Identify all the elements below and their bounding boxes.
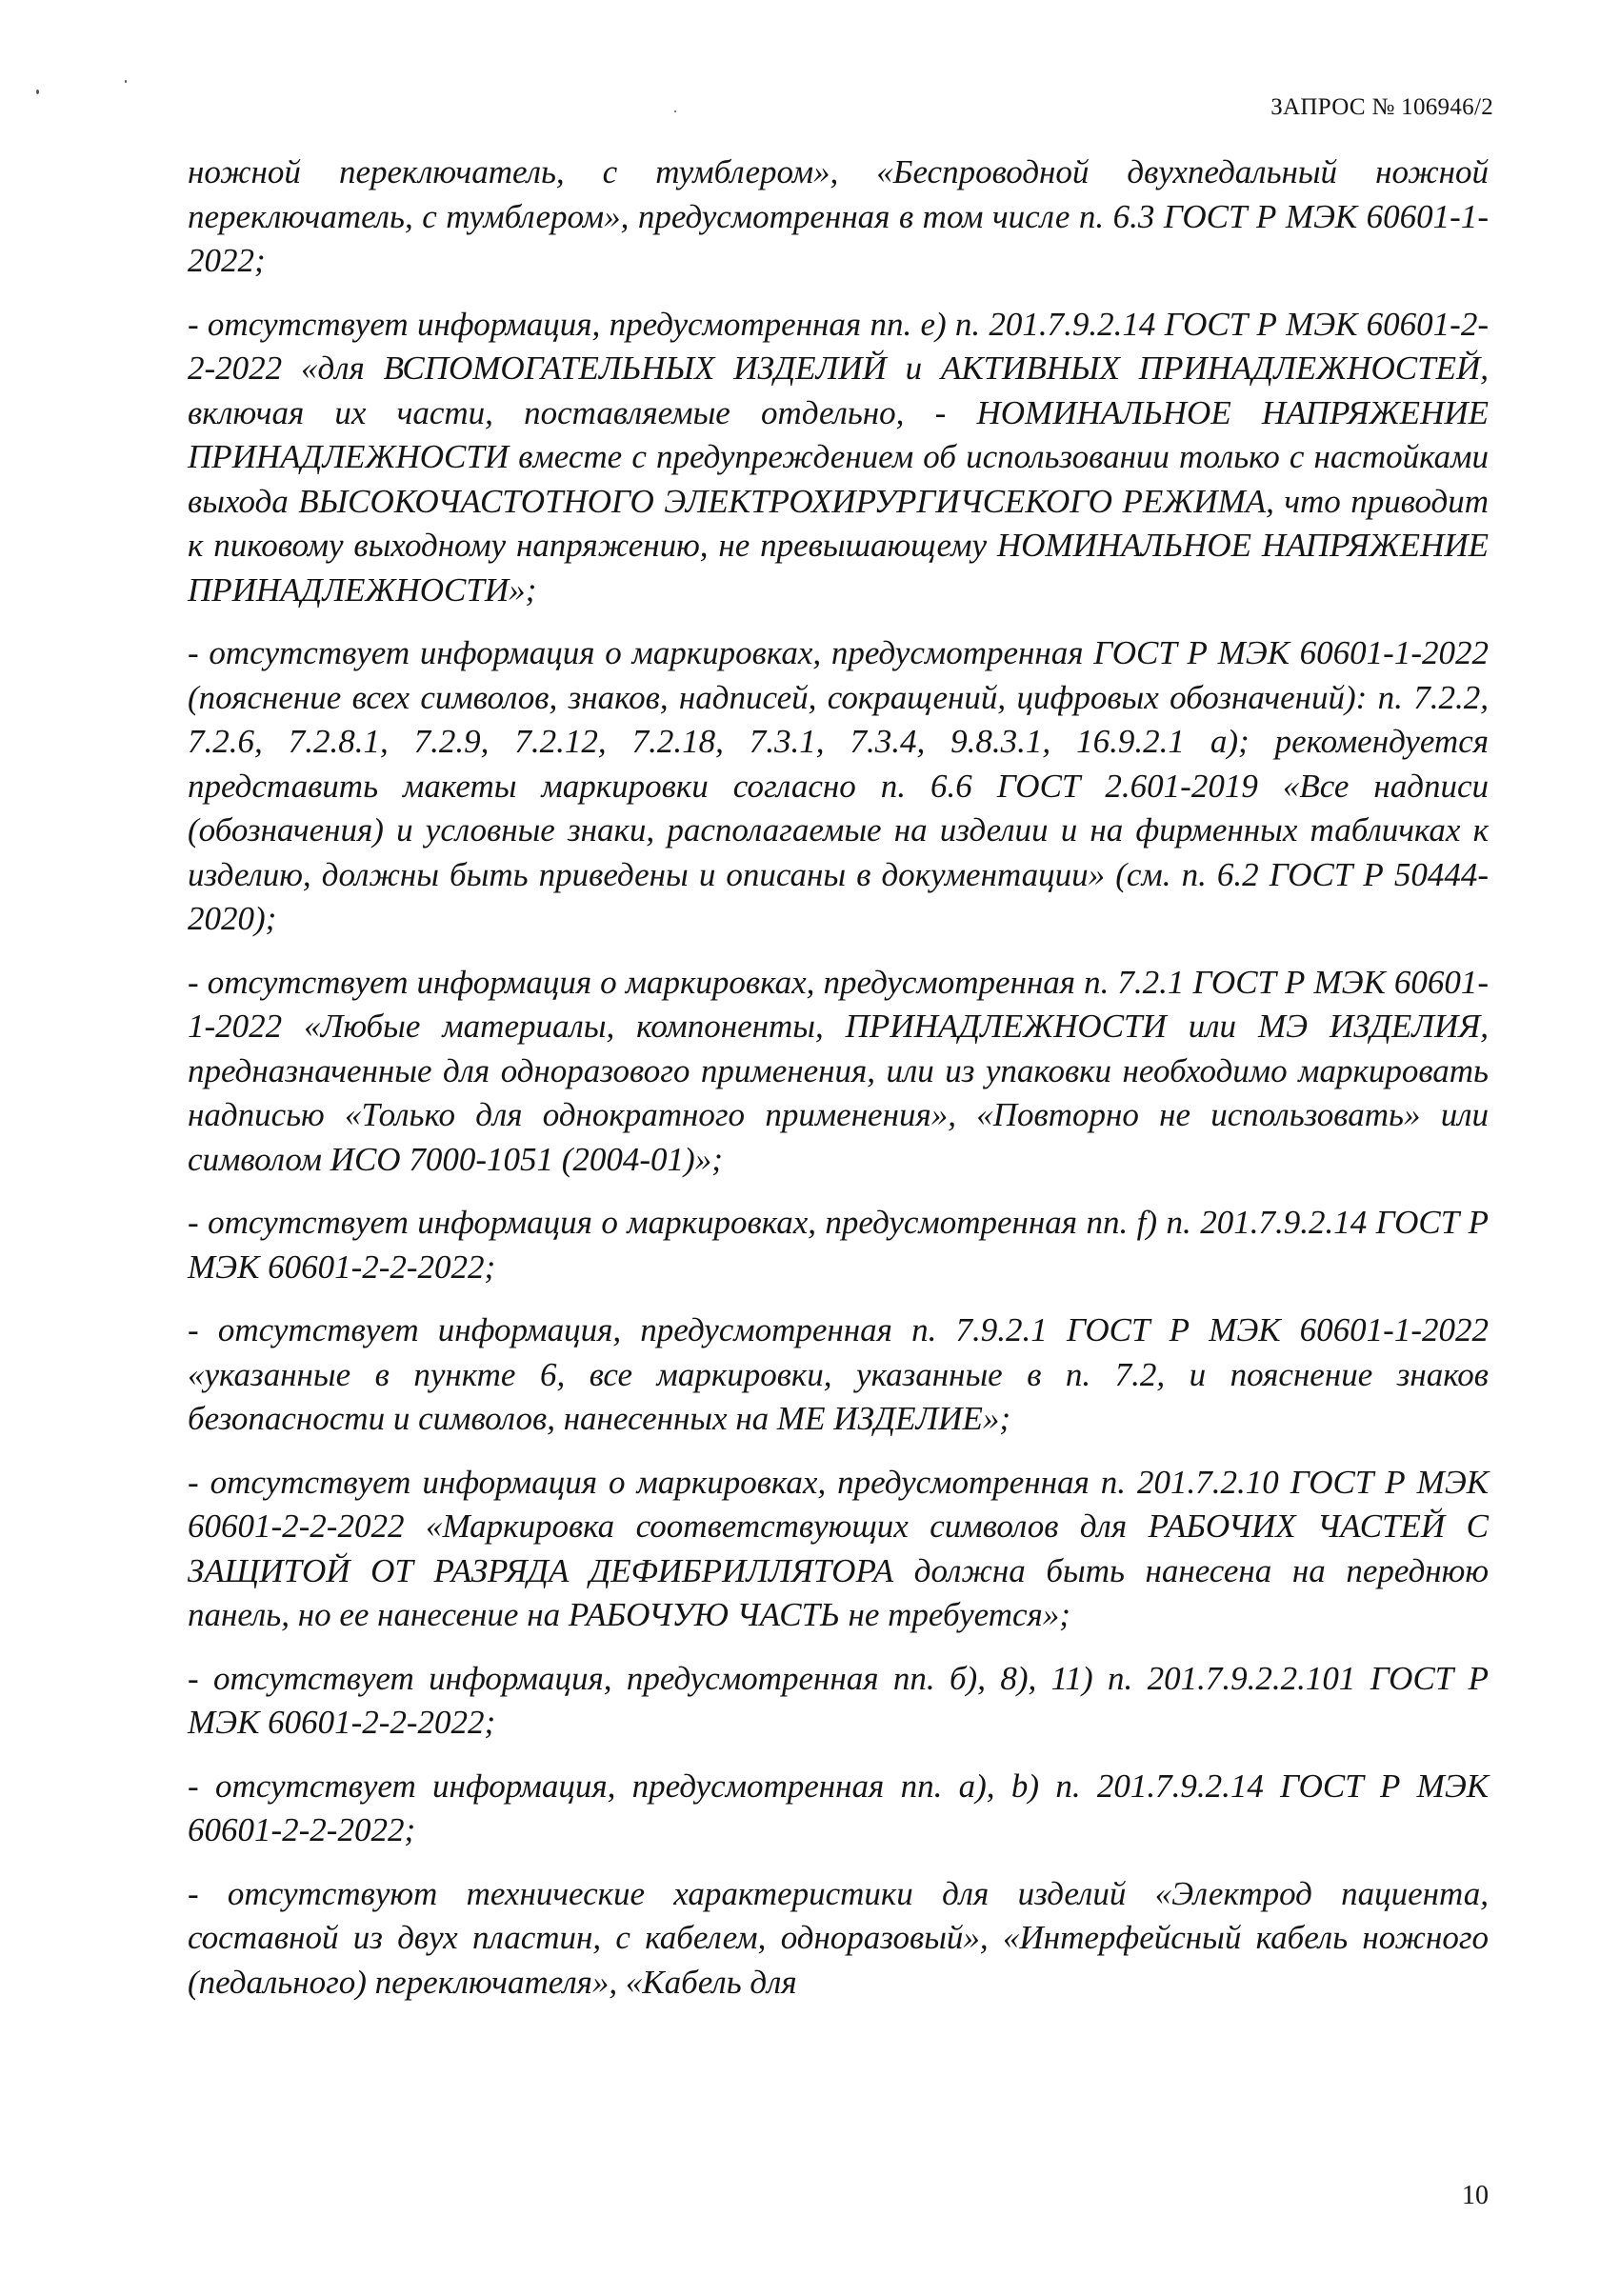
scan-speck: [36, 90, 39, 94]
scan-speck: [674, 110, 676, 112]
paragraph: - отсутствует информация о маркировках, предусмотренная п. 7.2.1 ГОСТ Р МЭК 60601-1-2022 «Любые материалы, компоненты, ПРИНАДЛЕЖНОСТИ или МЭ ИЗДЕЛИЯ, предназначенные для одноразового применения, или из упаковки необходимо маркировать надписью «Только для однократного применения», «Повторно не использовать» или символом ИСО 7000-1051 (2004-01)»;: [188, 963, 1489, 1178]
paragraph: - отсутствует информация о маркировках, предусмотренная пп. f) п. 201.7.9.2.14 ГОСТ Р МЭК 60601-2-2-2022;: [188, 1204, 1489, 1286]
paragraph: - отсутствуют технические характеристики для изделий «Электрод пациента, составной из двух пластин, с кабелем, одноразовый», «Интерфейсный кабель ножного (педального) переключателя», «Кабель для: [188, 1874, 1489, 2001]
paragraph: - отсутствует информация, предусмотренная п. 7.9.2.1 ГОСТ Р МЭК 60601-1-2022 «указанные в пункте 6, все маркировки, указанные в п. 7.2, и пояснение знаков безопасности и символов, нанесенных на МЕ ИЗДЕЛИЕ»;: [188, 1311, 1489, 1437]
paragraph: - отсутствует информация о маркировках, предусмотренная п. 201.7.2.10 ГОСТ Р МЭК 60601-2-2-2022 «Маркировка соответствующих символов для РАБОЧИХ ЧАСТЕЙ С ЗАЩИТОЙ ОТ РАЗРЯДА ДЕФИБРИЛЛЯТОРА должна быть нанесена на переднюю панель, но ее нанесение на РАБОЧУЮ ЧАСТЬ не требуется»;: [188, 1463, 1489, 1633]
paragraph: - отсутствует информация, предусмотренная пп. а), b) п. 201.7.9.2.14 ГОСТ Р МЭК 60601-2-2-2022;: [188, 1767, 1489, 1848]
scan-speck: [125, 80, 127, 83]
paragraph: - отсутствует информация, предусмотренная пп. б), 8), 11) п. 201.7.9.2.2.101 ГОСТ Р МЭК 60601-2-2-2022;: [188, 1659, 1489, 1741]
paragraph: - отсутствует информация о маркировках, предусмотренная ГОСТ Р МЭК 60601-1-2022 (пояснение всех символов, знаков, надписей, сокращений, цифровых обозначений): п. 7.2.2, 7.2.6, 7.2.8.1, 7.2.9, 7.2.12, 7.2.18, 7.3.1, 7.3.4, 9.8.3.1, 16.9.2.1 а); рекомендуется представить макеты маркировки согласно п. 6.6 ГОСТ 2.601-2019 «Все надписи (обозначения) и условные знаки, располагаемые на изделии и на фирменных табличках к изделию, должны быть приведены и описаны в документации» (см. п. 6.2 ГОСТ Р 50444-2020);: [188, 634, 1489, 937]
page-number: 10: [1462, 2181, 1489, 2210]
paragraph: ножной переключатель, с тумблером», «Беспроводной двухпедальный ножной переключатель, с тумблером», предусмотренная в том числе п. 6.3 ГОСТ Р МЭК 60601-1-2022;: [188, 153, 1489, 279]
document-body: [188, 150, 1489, 2024]
request-number: ЗАПРОС № 106946/2: [1270, 94, 1493, 120]
paragraph: - отсутствует информация, предусмотренная пп. е) п. 201.7.9.2.14 ГОСТ Р МЭК 60601-2-2-2022 «для ВСПОМОГАТЕЛЬНЫХ ИЗДЕЛИЙ и АКТИВНЫХ ПРИНАДЛЕЖНОСТЕЙ, включая их части, поставляемые отдельно, - НОМИНАЛЬНОЕ НАПРЯЖЕНИЕ ПРИНАДЛЕЖНОСТИ вместе с предупреждением об использовании только с настойками выхода ВЫСОКОЧАСТОТНОГО ЭЛЕКТРОХИРУРГИЧСЕКОГО РЕЖИМА, что приводит к пиковому выходному напряжению, не превышающему НОМИНАЛЬНОЕ НАПРЯЖЕНИЕ ПРИНАДЛЕЖНОСТИ»;: [188, 305, 1489, 609]
